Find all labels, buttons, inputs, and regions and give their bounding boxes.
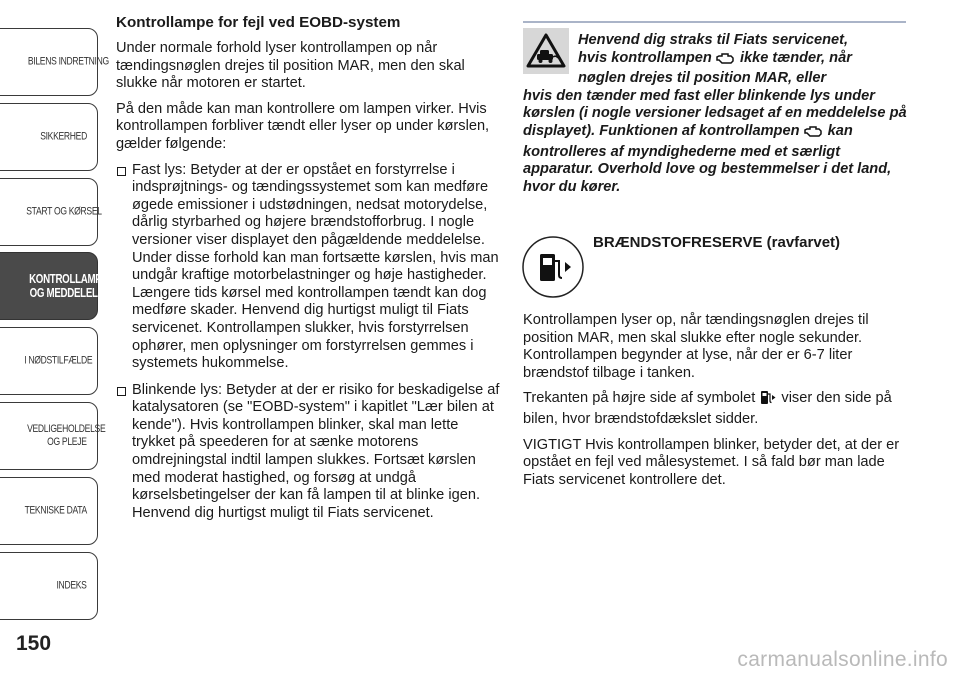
bullet-list (116, 162, 501, 523)
square-bullet-icon (117, 387, 126, 396)
page-number: 150 (16, 632, 52, 655)
tab-label: I NØDSTILFÆLDE (24, 354, 93, 367)
tab-sikkerhed[interactable] (0, 103, 98, 171)
fuel-reserve-title (593, 234, 840, 252)
tab-label-line2: OG MEDDELELSER (29, 286, 117, 300)
fuel-reserve-body (523, 312, 913, 497)
tab-label-line1: KONTROLLAMPER (29, 272, 115, 286)
tab-tekniske-data[interactable] (0, 477, 98, 545)
tab-label: SIKKERHED (40, 130, 87, 143)
warning-rule (523, 21, 906, 23)
tab-label: START OG KØRSEL (26, 205, 102, 218)
fuel-pump-icon (521, 235, 585, 299)
warning-line-part: ikke tænder, når (739, 49, 852, 66)
tab-vedligeholdelse-og-pleje[interactable] (0, 402, 106, 470)
tab-kontrollamper-og-meddelelser[interactable] (0, 252, 117, 320)
warning-text (523, 32, 911, 196)
warning-line: Henvend dig straks til Fiats servicenet, (578, 32, 849, 48)
watermark: carmanualsonline.info (737, 648, 948, 671)
list-item-text: Blinkende lys: Betyder at der er risiko for beskadigelse af katalysatoren (se "EOBD-system" i kapitlet "Lær bilen at kende"). Hvis kontrollampen blinker, skal man lette trykket på speederen for at sænke motorens omdrejningstal indtil lampen slukkes. Fortsæt kørslen med moderat hastighed, og forsøg at undgå kørselsbetingelser der kan få lampen til at blinke igen. Henvend dig hurtigst muligt til Fiats servicenet. (132, 381, 500, 521)
warning-line: nøglen drejes til position MAR, eller (578, 70, 827, 87)
tab-bilens-indretning[interactable] (0, 28, 109, 96)
warning-rest-part: kan kontrolleres af myndighederne med et særligt apparatur. Overhold love og bestemmelser i det land, hvor du kører. (523, 122, 892, 195)
left-column (116, 14, 501, 531)
tab-label-line2: OG PLEJE (47, 436, 87, 448)
engine-check-icon (716, 51, 736, 71)
tab-label-line1: VEDLIGEHOLDELSE (27, 423, 106, 435)
fuel-pump-small-icon (759, 390, 777, 411)
warning-line-part: hvis kontrollampen (578, 49, 712, 66)
list-item (116, 382, 501, 523)
list-item-text: Fast lys: Betyder at der er opstået en forstyrrelse i indsprøjtnings- og tændingssystemet som kan medføre øgede emissioner i udstødningen, nedsat motorydelse, dårlig styrbarhed og højere brændstofforbrug. I nogle versioner viser displayet den pågældende meddelelse. Under disse forhold kan man fortsætte kørslen, hvis man undgår kraftige motorbelastninger og høje hastigheder. Længere tids kørsel med kontrollampen tændt kan dog medføre skader. Henvend dig hurtigst muligt til Fiats servicenet. Kontrollampen slukker, hvis forstyrrelsen ophører, men oplysninger om forstyrrelsen gemmes i systemets hukommelse. (132, 161, 499, 372)
warning-rest (523, 88, 907, 195)
engine-check-icon (804, 124, 824, 144)
list-item (116, 162, 501, 373)
paragraph: Kontrollampen lyser op, når tændingsnøglen drejes til position MAR, men skal slukke efter nogle sekunder. Kontrollampen begynder at lyse, når der er 6-7 liter brændstof tilbage i tanken. (523, 312, 869, 381)
paragraph-part: Trekanten på højre side af symbolet (523, 390, 756, 407)
section-heading: Kontrollampe for fejl ved EOBD-system (116, 14, 401, 31)
tab-indeks[interactable] (0, 552, 98, 620)
paragraph-part: viser den side på bilen, hvor brændstofdækslet sidder. (523, 390, 892, 427)
tab-label: TEKNISKE DATA (24, 504, 87, 517)
tab-start-og-korsel[interactable] (0, 178, 102, 246)
warning-line (523, 50, 911, 71)
warning-rest-part: hvis den tænder med fast eller blinkende lys under kørslen (i nogle versioner ledsaget af en meddelelse på displayet). Funktionen af kontrollampen (523, 87, 907, 139)
paragraph: VIGTIGT Hvis kontrollampen blinker, betyder det, at der er opstået en fejl ved målesystemet. I så fald bør man lade Fiats servicenet kontrollere det. (523, 436, 900, 488)
fuel-title-bold: BRÆNDSTOFRESERVE (593, 234, 763, 251)
paragraph: På den måde kan man kontrollere om lampen virker. Hvis kontrollampen forbliver tændt eller lyser op under kørslen, gælder følgende: (116, 100, 490, 152)
chapter-tabs (0, 0, 117, 678)
paragraph: Under normale forhold lyser kontrollampen op når tændingsnøglen drejes til position MAR, men den skal slukke når motoren er startet. (116, 40, 465, 92)
tab-label: INDEKS (56, 579, 87, 592)
tab-i-nodstilfaelde[interactable] (0, 327, 98, 395)
tab-label: BILENS INDRETNING (27, 55, 109, 68)
paragraph (523, 390, 913, 428)
fuel-title-paren: (ravfarvet) (766, 234, 841, 251)
square-bullet-icon (117, 167, 126, 176)
